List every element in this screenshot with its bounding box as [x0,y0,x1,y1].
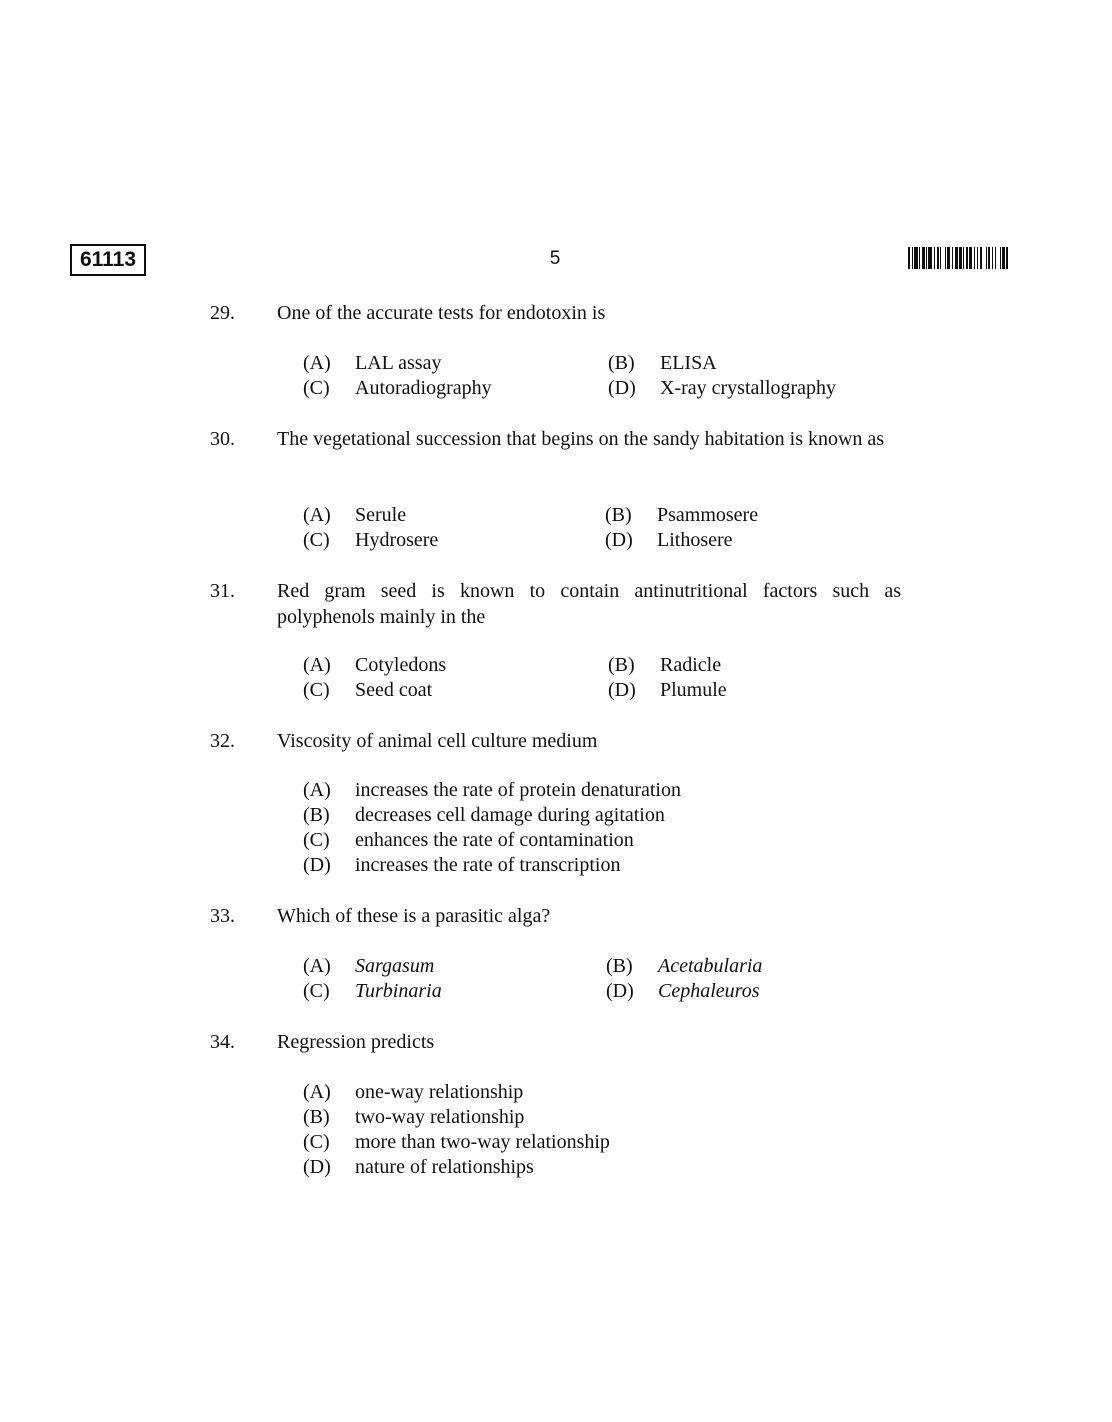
option-label: (B) [605,504,632,526]
option-label: (B) [608,654,635,676]
option-label: (B) [303,1106,330,1128]
option-a[interactable] [303,351,441,376]
option-text: Turbinaria [355,980,442,1002]
option-a[interactable] [303,653,446,678]
option-d[interactable] [303,1155,534,1180]
option-d[interactable] [606,979,759,1004]
option-label: (D) [608,679,636,701]
option-text: Lithosere [657,529,733,551]
option-text: Sargasum [355,955,435,977]
option-b[interactable] [605,503,758,528]
option-c[interactable] [303,528,438,553]
question-text: Regression predicts [277,1031,435,1053]
option-label: (A) [303,1081,331,1103]
option-b[interactable] [606,954,762,979]
question-text: Viscosity of animal cell culture medium [277,730,598,752]
option-label: (A) [303,654,331,676]
option-c[interactable] [303,1130,610,1155]
question-text: Which of these is a parasitic alga? [277,905,551,927]
option-text: decreases cell damage during agitation [355,804,665,826]
option-label: (C) [303,829,330,851]
option-text: Acetabularia [658,955,763,977]
option-text: increases the rate of transcription [355,854,621,876]
option-text: X-ray crystallography [660,377,837,399]
option-text: two-way relationship [355,1106,525,1128]
page-number: 5 [549,248,561,269]
option-label: (B) [608,352,635,374]
option-text: increases the rate of protein denaturation [355,779,681,801]
option-c[interactable] [303,678,432,703]
option-text: Autoradiography [355,377,492,399]
question-text: The vegetational succession that begins on the sandy habitation is known as [277,428,885,450]
option-b[interactable] [303,1105,524,1130]
option-text: one-way relationship [355,1081,524,1103]
option-label: (D) [606,980,634,1002]
question-number: 30. [210,428,235,450]
question-number: 32. [210,730,235,752]
option-label: (D) [303,1156,331,1178]
barcode-bar [1006,247,1008,269]
option-text: Cotyledons [355,654,447,676]
option-text: Cephaleuros [658,980,760,1002]
option-label: (D) [605,529,633,551]
option-text: nature of relationships [355,1156,534,1178]
paper-code-box: 61113 [70,244,146,276]
question-text: Red gram seed is known to contain antinutritional factors such as polyphenols mainly in the [277,580,901,628]
option-b[interactable] [608,653,721,678]
option-text: Psammosere [657,504,759,526]
option-d[interactable] [608,376,836,401]
option-label: (C) [303,980,330,1002]
option-a[interactable] [303,503,406,528]
option-text: more than two-way relationship [355,1131,610,1153]
option-label: (A) [303,504,331,526]
option-label: (C) [303,377,330,399]
option-label: (D) [608,377,636,399]
option-a[interactable] [303,778,681,803]
option-text: Radicle [660,654,722,676]
option-label: (A) [303,779,331,801]
question-text: One of the accurate tests for endotoxin is [277,302,606,324]
option-d[interactable] [303,853,620,878]
option-text: Hydrosere [355,529,439,551]
option-label: (A) [303,955,331,977]
option-a[interactable] [303,1080,523,1105]
option-b[interactable] [608,351,717,376]
option-d[interactable] [608,678,727,703]
option-a[interactable] [303,954,434,979]
barcode-icon [908,247,1042,269]
option-label: (B) [303,804,330,826]
option-c[interactable] [303,828,634,853]
option-c[interactable] [303,376,492,401]
option-text: Seed coat [355,679,433,701]
question-number: 34. [210,1031,235,1053]
option-label: (D) [303,854,331,876]
option-label: (C) [303,679,330,701]
option-text: Plumule [660,679,727,701]
option-label: (A) [303,352,331,374]
option-text: ELISA [660,352,717,374]
option-d[interactable] [605,528,733,553]
option-text: LAL assay [355,352,442,374]
option-b[interactable] [303,803,665,828]
question-number: 29. [210,302,235,324]
option-text: Serule [355,504,407,526]
question-number: 33. [210,905,235,927]
question-number: 31. [210,580,235,602]
option-label: (C) [303,1131,330,1153]
option-text: enhances the rate of contamination [355,829,634,851]
option-label: (C) [303,529,330,551]
option-label: (B) [606,955,633,977]
option-c[interactable] [303,979,442,1004]
